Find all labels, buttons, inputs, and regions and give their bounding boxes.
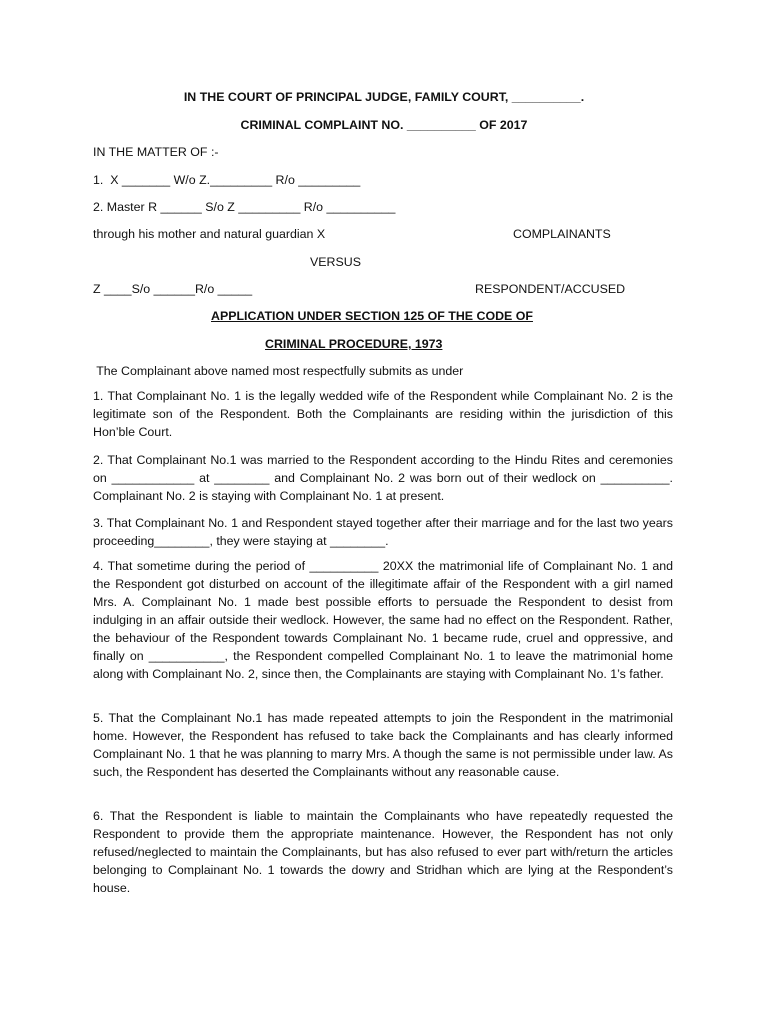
guardian-line: through his mother and natural guardian X xyxy=(93,227,326,241)
paragraph-3: 3. That Complainant No. 1 and Respondent stayed together after their marriage and for the last two years proceeding________, they were staying at ________. xyxy=(93,516,673,548)
paragraph-1: 1. That Complainant No. 1 is the legally wedded wife of the Respondent while Complainant No. 2 is the legitimate son of the Respondent. Both the Complainants are residing within the jurisdiction of this Hon’ble Court. xyxy=(93,389,673,439)
paragraph-6: 6. That the Respondent is liable to maintain the Complainants who have repeatedly requested the Respondent to provide them the appropriate maintenance. However, the Respondent has not only refused/neglected to maintain the Complainants, but has also refused to ever part with/return the articles belonging to Complainant No. 1 towards the dowry and Stridhan which are lying at the Respondent’s house. xyxy=(93,809,673,895)
paragraph-4: 4. That sometime during the period of __________ 20XX the matrimonial life of Complainant No. 1 and the Respondent got disturbed on account of the illegitimate affair of the Respondent with a girl named Mrs. A. Complainant No. 1 made best possible efforts to persuade the Respondent to desist from indulging in an affair outside their wedlock. However, the same had no effect on the Respondent. Rather, the behaviour of the Respondent towards Complainant No. 1 became rude, cruel and oppressive, and finally on ___________, the Respondent compelled Complainant No. 1 to leave the matrimonial home along with Complainant No. 2, since then, the Complainants are staying with Complainant No. 1’s father. xyxy=(93,559,673,681)
application-title-line-2: CRIMINAL PROCEDURE, 1973 xyxy=(265,337,443,351)
court-heading: IN THE COURT OF PRINCIPAL JUDGE, FAMILY COURT, __________. xyxy=(183,90,585,104)
paragraph-2: 2. That Complainant No.1 was married to the Respondent according to the Hindu Rites and ceremonies on ____________ at ________ and Complainant No. 2 was born out of their wedlock on __________. Complainant No. 2 is staying with Complainant No. 1 at present. xyxy=(93,453,673,503)
application-title-line-1: APPLICATION UNDER SECTION 125 OF THE CODE OF xyxy=(211,309,533,323)
respondent-party: Z ____S/o ______R/o _____ xyxy=(93,282,253,296)
complainants-label: COMPLAINANTS xyxy=(513,227,611,241)
party-2: 2. Master R ______ S/o Z _________ R/o __________ xyxy=(93,200,396,214)
versus-label: VERSUS xyxy=(310,255,361,269)
respondent-label: RESPONDENT/ACCUSED xyxy=(475,282,626,296)
intro-text: The Complainant above named most respectfully submits as under xyxy=(93,364,464,378)
complaint-number: CRIMINAL COMPLAINT NO. __________ OF 2017 xyxy=(240,118,528,132)
party-1: 1. X _______ W/o Z._________ R/o _________ xyxy=(93,173,361,187)
paragraph-5: 5. That the Complainant No.1 has made repeated attempts to join the Respondent in the matrimonial home. However, the Respondent has refused to take back the Complainants and has clearly informed Complainant No. 1 that he was planning to marry Mrs. A though the same is not permissible under law. As such, the Respondent has deserted the Complainants without any reasonable cause. xyxy=(93,711,673,779)
matter-of-label: IN THE MATTER OF :- xyxy=(93,145,219,159)
